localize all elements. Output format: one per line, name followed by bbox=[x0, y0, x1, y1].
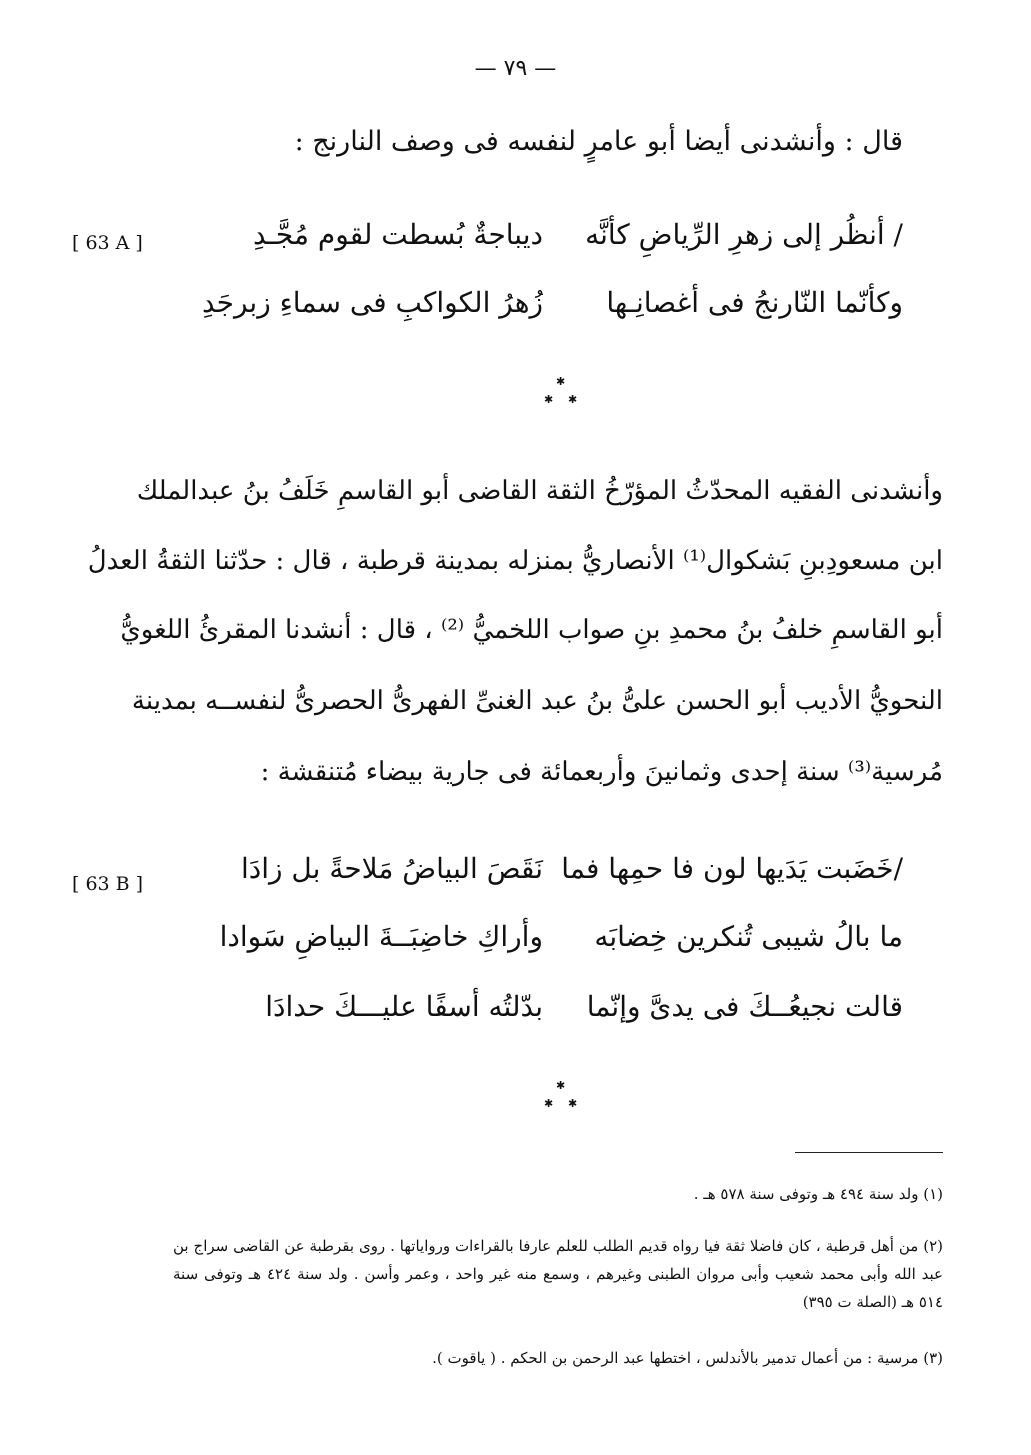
hemistich-second: نَقَصَ البياضُ مَلاحةً بل زادَا bbox=[240, 852, 543, 885]
prose-line: مُرسية⁽³⁾ سنة إحدى وثمانينَ وأربعمائة فى جارية بيضاء مُتنقشة : bbox=[260, 757, 943, 787]
prose-line: النحويُّ الأديب أبو الحسن علىُّ بنُ عبد الغنىِّ الفهرىُّ الحصرىُّ لنفســه بمدينة bbox=[131, 686, 943, 716]
separator-star: ✱ bbox=[556, 375, 566, 388]
prose-line: أبو القاسمِ خلفُ بنُ محمدِ بنِ صواب اللخميُّ ⁽²⁾ ، قال : أنشدنا المقرئُ اللغويُّ bbox=[120, 615, 943, 645]
intro-line: قال : وأنشدنى أيضا أبو عامرٍ لنفسه فى وصف النارنج : bbox=[294, 126, 903, 157]
footnote-rule bbox=[795, 1152, 943, 1153]
hemistich-first: / أنظُر إلى زهرِ الرِّياضِ كأنَّه bbox=[585, 218, 903, 251]
section-separator bbox=[540, 1080, 584, 1120]
separator-star: ✱ bbox=[568, 1097, 578, 1110]
separator-star: ✱ bbox=[544, 393, 554, 406]
hemistich-second: بدّلتُه أسفًا عليـــكَ حدادَا bbox=[265, 990, 543, 1023]
margin-folio-ref-63a: [ 63 A ] bbox=[72, 232, 143, 254]
separator-star: ✱ bbox=[568, 393, 578, 406]
hemistich-second: زُهرُ الكواكبِ فى سماءِ زبرجَدِ bbox=[201, 286, 543, 319]
hemistich-first: قالت نجيعُــكَ فى يدىَّ وإنّما bbox=[586, 990, 903, 1023]
footnote-3: (٣) مرسية : من أعمال تدمير بالأندلس ، اختطها عبد الرحمن بن الحكم . ( ياقوت ). bbox=[432, 1349, 943, 1367]
footnote-2: (٢) من أهل قرطبة ، كان فاضلا ثقة فيا رواه قديم الطلب للعلم عارفا بالقراءات ورواياتها . روى بقرطبة عن القاضى سراج بن عبد الله وأبى محمد شعيب وأبى مروان الطبنى وغيرهم ، وسمع منه غير واحد ، وعمر وأسن . ولد سنة ٤٢٤ هـ وتوفى سنة ٥١٤ هـ (الصلة ت ٣٩٥) bbox=[173, 1237, 943, 1311]
hemistich-second: وأراكِ خاضِبَــةَ البياضِ سَوادا bbox=[219, 920, 543, 953]
separator-star: ✱ bbox=[544, 1097, 554, 1110]
prose-line: وأنشدنى الفقيه المحدّثُ المؤرّخُ الثقة القاضى أبو القاسمِ خَلَفُ بنُ عبدالملك bbox=[136, 476, 943, 506]
prose-line: ابن مسعودِبنِ بَشكوال⁽¹⁾ الأنصاريُّ بمنزله بمدينة قرطبة ، قال : حدّثنا الثقةُ العدلُ bbox=[87, 546, 943, 576]
hemistich-first: ما بالُ شيبى تُنكرين خِضابَه bbox=[594, 920, 903, 953]
hemistich-first: /خَضَبت يَدَيها لون فا حمِها فما bbox=[561, 852, 903, 885]
hemistich-second: ديباجةٌ بُسطت لقوم مُجَّـدِ bbox=[253, 218, 543, 251]
poem2-verse bbox=[203, 920, 903, 968]
section-separator bbox=[540, 376, 584, 416]
poem2-verse bbox=[203, 990, 903, 1038]
page-number: — ٧٩ — bbox=[474, 56, 557, 81]
margin-folio-ref-63b: [ 63 B ] bbox=[72, 873, 144, 895]
poem2-verse bbox=[203, 852, 903, 900]
hemistich-first: وكأنّما النّارنجُ فى أغصانِـها bbox=[606, 286, 903, 319]
poem1-verse bbox=[203, 218, 903, 266]
separator-star: ✱ bbox=[556, 1079, 566, 1092]
poem1-verse bbox=[203, 286, 903, 334]
footnote-1: (١) ولد سنة ٤٩٤ هـ وتوفى سنة ٥٧٨ هـ . bbox=[693, 1185, 943, 1203]
